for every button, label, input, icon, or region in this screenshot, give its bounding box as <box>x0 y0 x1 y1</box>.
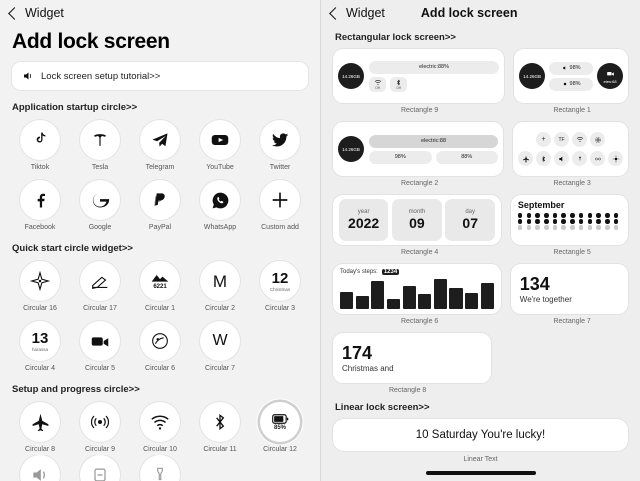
calendar-dot <box>596 225 601 230</box>
speaker-icon <box>22 70 34 82</box>
tutorial-button[interactable] <box>12 62 308 90</box>
setup-progress-grid <box>0 402 320 455</box>
section-label-setup: Setup and progress circle>> <box>12 384 140 395</box>
widget-caption: Circular 17 <box>83 305 117 312</box>
airplane-mode-icon[interactable] <box>518 151 533 166</box>
calendar-dot <box>527 225 532 230</box>
widget-caption: Circular 1 <box>145 305 175 312</box>
calendar-dot <box>527 213 532 218</box>
counter-label: Christmas and <box>342 363 394 373</box>
card-caption: Rectangle 3 <box>553 180 591 187</box>
app-caption: Twitter <box>269 164 291 171</box>
setup-caption: Circular 11 <box>203 446 237 453</box>
app-caption: WhatsApp <box>203 224 237 231</box>
counter-label: We're together <box>519 294 572 304</box>
calendar-dot <box>588 213 593 218</box>
app-caption: Custom add <box>261 224 299 231</box>
brightness-icon[interactable] <box>608 151 623 166</box>
calendar-dot <box>614 219 619 224</box>
home-indicator <box>426 471 536 475</box>
calendar-dot <box>544 213 549 218</box>
year-value: 2022 <box>348 215 380 231</box>
section-label-apps: Application startup circle>> <box>12 102 138 113</box>
app-caption: Telegram <box>145 164 175 171</box>
cloud-moon-icon[interactable] <box>140 321 180 361</box>
hotspot-icon[interactable] <box>80 402 120 442</box>
card-caption: Rectangle 5 <box>553 249 591 256</box>
day-value: 07 <box>462 215 478 231</box>
counter-number: 174 <box>342 342 373 363</box>
setup-item-volume[interactable] <box>10 455 70 481</box>
chevron-left-icon[interactable] <box>8 7 21 20</box>
calendar-dot <box>614 213 619 218</box>
right-screen <box>320 0 640 481</box>
compass-icon[interactable] <box>20 261 60 301</box>
app-caption: Tesla <box>91 164 109 171</box>
widget-subtext: Christmas <box>269 286 291 292</box>
widget-caption: Circular 2 <box>205 305 235 312</box>
rectangular-widget-grid <box>321 49 640 394</box>
calendar-dot <box>596 213 601 218</box>
app-item-telegram[interactable] <box>130 120 190 171</box>
widget-item-circular-7[interactable] <box>190 321 250 372</box>
widget-caption: Circular 4 <box>25 365 55 372</box>
plus-icon[interactable]: + <box>536 132 551 147</box>
app-item-custom-add[interactable] <box>250 180 310 231</box>
paypal-icon[interactable] <box>140 180 180 220</box>
camera-label: etes:68 <box>603 78 617 84</box>
card-caption: Linear Text <box>463 456 498 463</box>
card-caption: Rectangle 6 <box>400 318 439 325</box>
setup-caption: Circular 10 <box>143 446 177 453</box>
setup-item-circular-9[interactable] <box>70 402 130 453</box>
calendar-dot <box>570 225 575 230</box>
flashlight-icon[interactable] <box>140 455 180 481</box>
month-value: 09 <box>409 215 425 231</box>
widget-item-empty <box>250 321 310 372</box>
widget-item-circular-17[interactable] <box>70 261 130 312</box>
counter-number: 134 <box>519 273 550 294</box>
video-camera-icon <box>597 63 623 89</box>
calendar-dot <box>561 225 566 230</box>
steps-title: Today's steps: <box>340 269 378 275</box>
month-label: month <box>408 209 426 215</box>
calendar-dot <box>535 219 540 224</box>
widget-value: 13 <box>31 329 49 347</box>
google-icon[interactable] <box>80 180 120 220</box>
calendar-dot <box>605 225 610 230</box>
tutorial-label: Lock screen setup tutorial>> <box>41 70 161 82</box>
calendar-dot <box>561 219 566 224</box>
steps-bar <box>387 299 400 309</box>
card-caption: Rectangle 9 <box>400 107 439 114</box>
letter-w-icon[interactable] <box>200 321 240 361</box>
right-nav-bar <box>321 0 640 26</box>
steps-bar-chart <box>340 279 494 309</box>
app-item-facebook[interactable] <box>10 180 70 231</box>
settings-icon[interactable] <box>590 132 605 147</box>
calendar-dot <box>535 213 540 218</box>
calendar-dot <box>544 225 549 230</box>
battery-icon[interactable] <box>260 402 300 442</box>
widget-card-rectangle-9[interactable] <box>333 49 504 103</box>
electric-pill: electric:88 <box>369 135 498 148</box>
flashlight-icon[interactable] <box>572 151 587 166</box>
widget-item-circular-5[interactable] <box>70 321 130 372</box>
widget-value: 12 <box>271 269 289 287</box>
thermometer-icon[interactable]: TF <box>554 132 569 147</box>
steps-bar <box>403 286 416 309</box>
storage-value: 14.26GB <box>342 147 360 152</box>
widget-caption: Circular 3 <box>265 305 295 312</box>
setup-item-flashlight[interactable] <box>130 455 190 481</box>
wifi-toggle[interactable] <box>369 77 386 92</box>
calendar-dot <box>614 225 619 230</box>
airplane-mode-icon[interactable] <box>20 402 60 442</box>
storage-icon <box>338 63 364 89</box>
app-item-whatsapp[interactable] <box>190 180 250 231</box>
youtube-icon[interactable] <box>200 120 240 160</box>
setup-item-brightness[interactable] <box>70 455 130 481</box>
app-item-tesla[interactable] <box>70 120 130 171</box>
steps-bar <box>434 279 447 309</box>
calendar-month-title: September <box>517 200 565 210</box>
steps-bar <box>356 296 369 309</box>
letter-m-icon[interactable] <box>200 261 240 301</box>
widget-card-rectangle-6[interactable] <box>333 264 501 314</box>
setup-item-circular-11[interactable] <box>190 402 250 453</box>
section-label-linear: Linear lock screen>> <box>335 402 430 413</box>
bluetooth-icon[interactable] <box>536 151 551 166</box>
pen-nib-icon[interactable] <box>80 261 120 301</box>
widget-card-rectangle-2[interactable] <box>333 122 503 176</box>
stat-1: 98% <box>369 151 432 164</box>
app-caption: Facebook <box>24 224 56 231</box>
app-caption: Tiktok <box>30 164 50 171</box>
storage-icon <box>338 136 364 162</box>
calendar-dot <box>527 219 532 224</box>
section-label-rectangular: Rectangular lock screen>> <box>335 32 456 43</box>
calendar-dot <box>553 219 558 224</box>
bluetooth-toggle[interactable] <box>390 77 407 92</box>
wifi-state: Off <box>375 85 380 90</box>
nav-back-label[interactable]: Widget <box>346 6 385 20</box>
card-caption: Rectangle 2 <box>400 180 439 187</box>
steps-bar <box>449 288 462 309</box>
stat-2: 88% <box>436 151 499 164</box>
nav-title: Add lock screen <box>420 6 518 20</box>
app-caption: YouTube <box>206 164 234 171</box>
steps-bar <box>418 294 431 309</box>
widget-item-circular-2[interactable] <box>190 261 250 312</box>
steps-badge: 1234 <box>383 269 398 275</box>
steps-bar <box>481 283 494 309</box>
video-camera-icon[interactable] <box>80 321 120 361</box>
card-caption: Rectangle 7 <box>553 318 591 325</box>
section-label-quickstart: Quick start circle widget>> <box>12 243 133 254</box>
widget-subtext: harassa <box>31 346 48 352</box>
card-caption: Rectangle 1 <box>553 107 591 114</box>
day-label: day <box>465 209 476 215</box>
telegram-icon[interactable] <box>140 120 180 160</box>
setup-item-circular-12[interactable] <box>250 402 310 453</box>
calendar-dot <box>518 219 523 224</box>
widget-value: W <box>212 332 228 349</box>
widget-card-rectangle-3[interactable] <box>513 122 628 176</box>
app-startup-grid <box>0 120 320 243</box>
widget-card-rectangle-1[interactable] <box>514 49 628 103</box>
calendar-dot <box>518 213 523 218</box>
widget-item-circular-1[interactable] <box>130 261 190 312</box>
left-nav-bar <box>0 0 320 26</box>
widget-value: M <box>212 271 228 291</box>
mountain-icon[interactable] <box>140 261 180 301</box>
whatsapp-icon[interactable] <box>200 180 240 220</box>
calendar-dot <box>561 213 566 218</box>
widget-card-rectangle-8[interactable] <box>333 333 491 383</box>
widget-card-rectangle-5[interactable] <box>511 195 628 245</box>
calendar-dot <box>553 225 558 230</box>
widget-caption: Circular 6 <box>145 365 175 372</box>
calendar-dot <box>605 213 610 218</box>
steps-bar <box>465 293 478 309</box>
hotspot-icon[interactable] <box>590 151 605 166</box>
wifi-icon[interactable] <box>572 132 587 147</box>
calendar-dot <box>579 219 584 224</box>
widget-item-circular-3[interactable] <box>250 261 310 312</box>
volume-value: 98% <box>569 65 581 71</box>
calendar-dots <box>518 213 621 230</box>
widget-item-circular-16[interactable] <box>10 261 70 312</box>
volume-icon[interactable] <box>554 151 569 166</box>
calendar-dot <box>518 225 523 230</box>
storage-icon <box>519 63 545 89</box>
calendar-dot <box>605 219 610 224</box>
calendar-dot <box>579 225 584 230</box>
app-caption: Google <box>88 224 112 231</box>
battery-pill: electric:88% <box>369 61 499 74</box>
widget-caption: Circular 16 <box>23 305 57 312</box>
widget-caption: Circular 7 <box>205 365 235 372</box>
plus-icon[interactable] <box>260 180 300 220</box>
partial-row <box>0 455 320 481</box>
brightness-icon[interactable] <box>80 455 120 481</box>
facebook-icon[interactable] <box>20 180 60 220</box>
calendar-dot <box>588 219 593 224</box>
tesla-icon[interactable] <box>80 120 120 160</box>
quick-start-grid <box>0 261 320 384</box>
setup-caption: Circular 9 <box>85 446 115 453</box>
wifi-icon[interactable] <box>140 402 180 442</box>
app-item-youtube[interactable] <box>190 120 250 171</box>
calendar-dot <box>588 225 593 230</box>
brightness-stat <box>549 78 593 91</box>
nav-back-label[interactable]: Widget <box>25 6 64 20</box>
chevron-left-icon[interactable] <box>329 7 342 20</box>
twitter-icon[interactable] <box>260 120 300 160</box>
app-caption: PayPal <box>148 224 172 231</box>
storage-value: 14.26GB <box>342 74 360 79</box>
calendar-dot <box>553 213 558 218</box>
card-caption: Rectangle 8 <box>388 387 427 394</box>
widget-item-circular-6[interactable] <box>130 321 190 372</box>
widget-caption: Circular 5 <box>85 365 115 372</box>
calendar-dot <box>579 213 584 218</box>
date-year <box>339 199 389 241</box>
volume-icon[interactable] <box>20 455 60 481</box>
widget-card-rectangle-4[interactable] <box>333 195 501 245</box>
steps-bar <box>340 292 353 309</box>
calendar-dot <box>535 225 540 230</box>
widget-item-circular-4[interactable] <box>10 321 70 372</box>
setup-item-circular-8[interactable] <box>10 402 70 453</box>
calendar-dot <box>570 219 575 224</box>
brightness-value: 98% <box>569 81 581 87</box>
widget-card-rectangle-7[interactable] <box>511 264 628 314</box>
app-item-twitter[interactable] <box>250 120 310 171</box>
tiktok-icon[interactable] <box>20 120 60 160</box>
card-caption: Rectangle 4 <box>400 249 439 256</box>
volume-stat <box>549 62 593 75</box>
setup-item-circular-10[interactable] <box>130 402 190 453</box>
app-item-paypal[interactable] <box>130 180 190 231</box>
calendar-dot <box>596 219 601 224</box>
widget-value: 6221 <box>153 284 167 290</box>
battery-value: 85% <box>273 424 286 431</box>
steps-bar <box>371 281 384 309</box>
widget-card-linear-text[interactable] <box>333 419 628 451</box>
setup-caption: Circular 12 <box>263 446 297 453</box>
calendar-dot <box>544 219 549 224</box>
setup-caption: Circular 8 <box>25 446 55 453</box>
bluetooth-icon[interactable] <box>200 402 240 442</box>
page-title: Add lock screen <box>12 30 170 53</box>
calendar-dot <box>570 213 575 218</box>
storage-value: 14.26GB <box>523 74 541 79</box>
countdown-icon[interactable] <box>260 261 300 301</box>
date-day <box>445 199 495 241</box>
bluetooth-state: Off <box>396 85 401 90</box>
year-label: year <box>357 209 370 215</box>
app-item-tiktok[interactable] <box>10 120 70 171</box>
linear-text-value: 10 Saturday You're lucky! <box>415 429 546 441</box>
app-item-google[interactable] <box>70 180 130 231</box>
date-month <box>392 199 442 241</box>
number-icon[interactable] <box>20 321 60 361</box>
